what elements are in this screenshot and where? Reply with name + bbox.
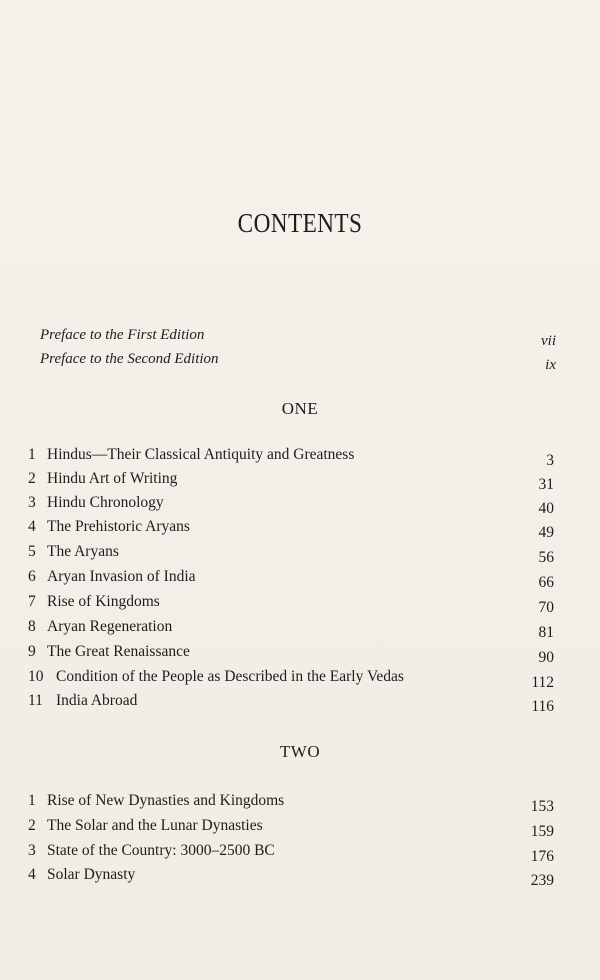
chapter-number: 10 — [28, 668, 44, 685]
chapter-number: 5 — [28, 543, 36, 560]
chapter-title: Condition of the People as Described in the Early Vedas — [56, 668, 404, 685]
chapter-page-number: 56 — [538, 549, 554, 566]
chapter-page-number: 159 — [530, 823, 554, 840]
chapter-number: 2 — [28, 817, 36, 834]
chapter-page-number: 176 — [530, 848, 554, 865]
chapter-entry — [28, 593, 554, 617]
chapter-number: 9 — [28, 643, 36, 660]
chapter-page-number: 90 — [538, 649, 554, 666]
chapter-title: Hindus—Their Classical Antiquity and Greatness — [47, 446, 355, 463]
chapter-title: Aryan Invasion of India — [47, 568, 196, 585]
chapter-title: Rise of Kingdoms — [47, 593, 160, 610]
chapter-number: 1 — [28, 446, 36, 463]
chapter-number: 11 — [28, 692, 43, 709]
preface-label: Preface to the First Edition — [40, 327, 205, 343]
preface-entry-second — [40, 351, 556, 375]
chapter-page-number: 81 — [538, 624, 554, 641]
chapter-title: Solar Dynasty — [47, 866, 136, 883]
chapter-entry — [28, 568, 554, 592]
chapter-entry — [28, 866, 554, 890]
chapter-number: 8 — [28, 618, 36, 635]
chapter-title: Hindu Art of Writing — [47, 470, 178, 487]
chapter-title: The Prehistoric Aryans — [47, 518, 190, 535]
chapter-title: The Aryans — [47, 543, 119, 560]
chapter-entry — [28, 618, 554, 642]
chapter-page-number: 112 — [531, 674, 554, 691]
chapter-page-number: 40 — [538, 500, 554, 517]
chapter-number: 3 — [28, 494, 36, 511]
chapter-entry — [28, 842, 554, 866]
chapter-entry — [28, 643, 554, 667]
chapter-entry — [28, 470, 554, 494]
chapter-page-number: 66 — [538, 574, 554, 591]
preface-entry-first — [40, 327, 556, 351]
part-heading-two: TWO — [279, 742, 321, 761]
chapter-entry — [28, 543, 554, 567]
chapter-page-number: 153 — [530, 798, 554, 815]
preface-page-number: ix — [545, 357, 556, 373]
part-heading-one: ONE — [281, 399, 319, 418]
chapter-number: 7 — [28, 593, 36, 610]
chapter-number: 4 — [28, 866, 36, 883]
chapter-entry — [28, 518, 554, 542]
chapter-title: The Solar and the Lunar Dynasties — [47, 817, 263, 834]
chapter-entry — [28, 817, 554, 841]
chapter-title: Rise of New Dynasties and Kingdoms — [47, 792, 285, 809]
chapter-page-number: 116 — [531, 698, 554, 715]
chapter-entry — [28, 692, 554, 716]
chapter-page-number: 31 — [538, 476, 554, 493]
chapter-number: 1 — [28, 792, 36, 809]
chapter-entry — [28, 494, 554, 518]
chapter-page-number: 49 — [538, 524, 554, 541]
chapter-number: 6 — [28, 568, 36, 585]
chapter-entry — [28, 668, 554, 692]
page-title: CONTENTS — [237, 208, 363, 238]
chapter-title: Hindu Chronology — [47, 494, 164, 511]
chapter-title: India Abroad — [56, 692, 138, 709]
preface-page-number: vii — [541, 333, 556, 349]
chapter-title: The Great Renaissance — [47, 643, 190, 660]
chapter-title: State of the Country: 3000–2500 BC — [47, 842, 275, 859]
chapter-number: 2 — [28, 470, 36, 487]
chapter-entry — [28, 792, 554, 816]
chapter-title: Aryan Regeneration — [47, 618, 173, 635]
chapter-entry — [28, 446, 554, 470]
chapter-number: 4 — [28, 518, 36, 535]
chapter-page-number: 70 — [538, 599, 554, 616]
chapter-page-number: 3 — [546, 452, 554, 469]
chapter-page-number: 239 — [530, 872, 554, 889]
preface-label: Preface to the Second Edition — [40, 351, 219, 367]
chapter-number: 3 — [28, 842, 36, 859]
